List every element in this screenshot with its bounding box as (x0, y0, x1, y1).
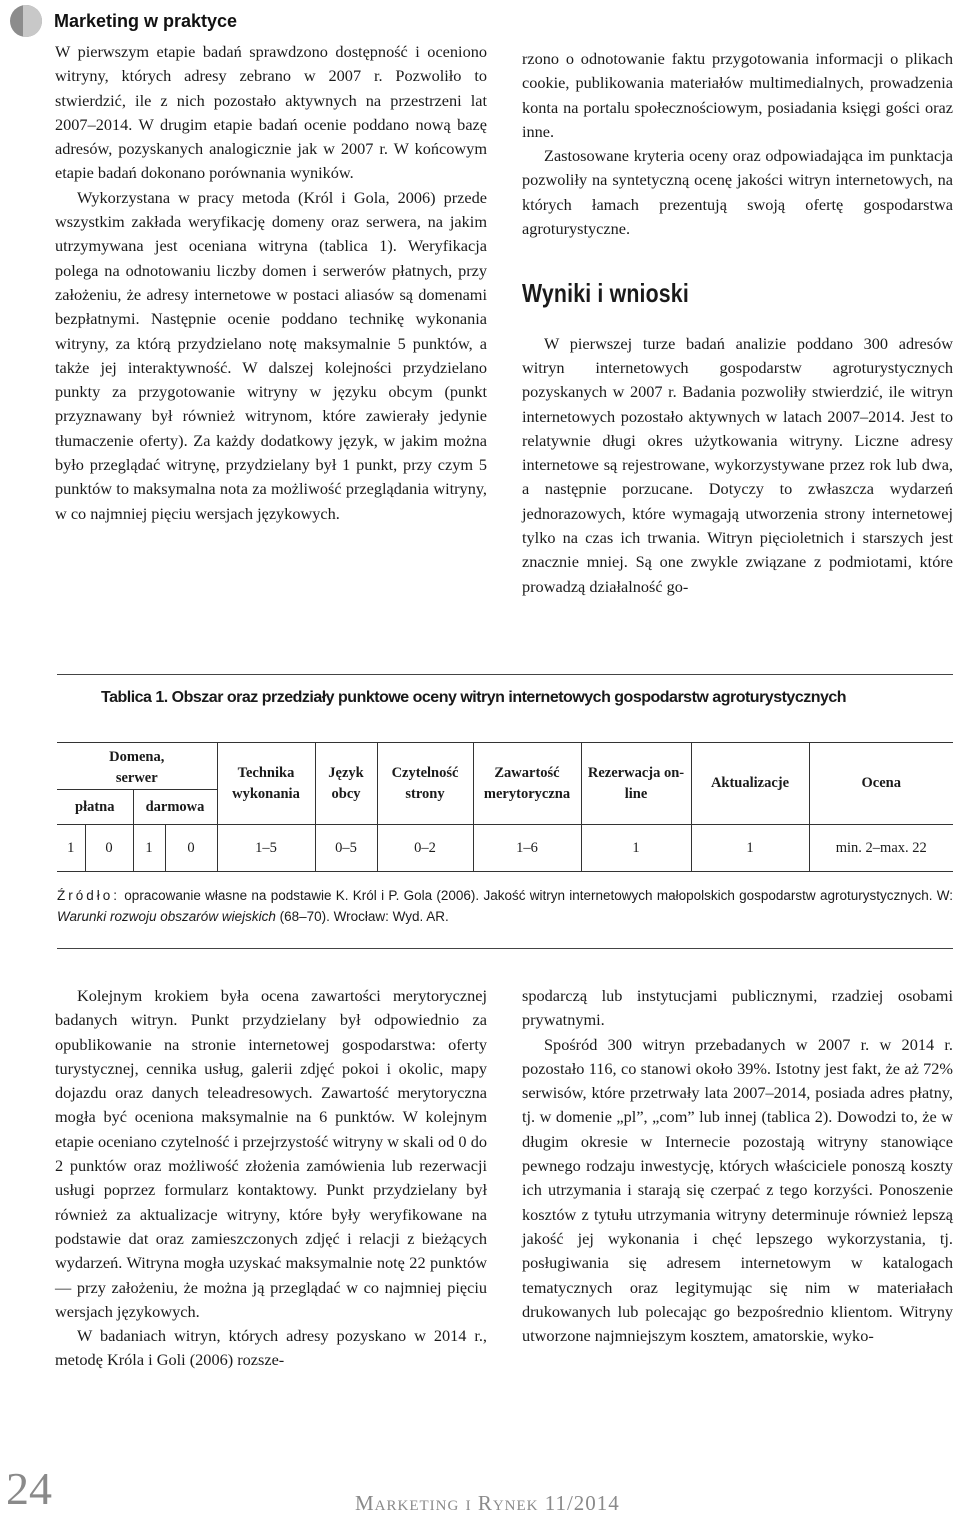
paragraph: Spośród 300 witryn przebadanych w 2007 r. w 2014 r. pozostało 116, co stanowi około 39%. Istotny jest fakt, że aż 72% serwisów, które przetrwały lata 2007–2014, posiada adres płatny, tj. w domenie „pl”, „com” lub innej (tablica 2). Dowodzi to, że w długim okresie w Internecie pozostają witryny stanowiące pewnego rodzaju inwestycję, których właściciele ponoszą koszty ich utrzymania i starają się czerpać z tego korzyści. Ponoszenie kosztów z tytułu utrzymania witryny determinuje również lepszą jakość jej wykonania i chęć lepszego wykorzystania, tj. posługiwania się adresem internetowym w katalogach tematycznych oraz legitymując się nim w materiałach drukowanych lub polecając go bezpośrednio klientom. Witryny utworzone najmniejszym kosztem, amatorskie, wyko- (522, 1034, 953, 1346)
column-1 (55, 40, 487, 526)
header-updates: Aktualizacje (691, 743, 809, 825)
table-source: Źródło: opracowanie własne na podstawie K. Król i P. Gola (2006). Jakość witryn internetowych małopolskich gospodarstw agroturystycznych. W: Warunki rozwoju obszarów wiejskich (68–70). Wrocław: Wyd. AR. (57, 888, 953, 924)
table-cell: 1 (57, 825, 85, 872)
paragraph: Zastosowane kryteria oceny oraz odpowiadająca im punktacja pozwoliły na syntetyczną ocenę jakości witryn internetowych, na których łamach prezentują swoją ofertę gospodarstwa agroturystyczne. (522, 146, 953, 239)
section-logo-icon (10, 5, 46, 37)
table-cell: 0–5 (315, 825, 377, 872)
paragraph: Wykorzystana w pracy metoda (Król i Gola, 2006) przede wszystkim zakłada weryfikację domeny oraz serwera, na jakim utrzymywana jest oceniana witryna (tablica 1). Weryfikacja polega na odnotowaniu liczby domen i serwerów płatnych, przy założeniu, że adresy internetowe w postaci aliasów są domenami bezpłatnymi. Następnie ocenie poddano technikę wykonania witryny, za którą przydzielano notę maksymalnie 5 punktów, a także jej interaktywność. W dalszej kolejności przydzielano punkty za przygotowanie witryny w języku obcym (punkt przyznawany był również witrynom, które zawierały jedynie tłumaczenie oferty). Za każdy dodatkowy język, w jakim można było przeglądać witrynę, przydzielany był 1 punkt, przy czym 5 punktów to maksymalna nota za możliwość przeglądania witryny, w co najmniej pięciu wersjach językowych. (55, 187, 487, 523)
paragraph: W badaniach witryn, których adresy pozyskano w 2014 r., metodę Króla i Goli (2006) rozsze- (55, 1326, 487, 1370)
header-readability: Czytelność strony (377, 743, 473, 825)
page-number: 24 (6, 1463, 52, 1514)
table-cell: 1–5 (217, 825, 315, 872)
section-title: Marketing w praktyce (54, 10, 238, 31)
header-paid: płatna (75, 798, 115, 815)
paragraph: Kolejnym krokiem była ocena zawartości merytorycznej badanych witryn. Punkt przydzielany był odpowiednio za opublikowanie na stronie internetowej gospodarstwa: oferty turystycznej, cennika usług, galerii zdjęć pokoi i okolic, mapy dojazdu oraz danych teleadresowych. Zawartość merytoryczna mogła być oceniona maksymalnie na 6 punktów. W kolejnym etapie oceniano czytelność i przejrzystość witryny w skali od 0 do 2 punktów oraz możliwość złożenia zamówienia lub rezerwacji usługi poprzez formularz kontaktowy. Punkt przydzielany był również za aktualizacje witryny, które były weryfikowane na podstawie dat oraz zamieszczonych zdjęć i relacji z bieżących wydarzeń. Witryna mogła uzyskać maksymalnie notę 22 punktów — przy założeniu, że można ją przeglądać w co najmniej pięciu wersjach językowych. (55, 986, 487, 1321)
page-header (10, 4, 237, 38)
data-table (57, 742, 953, 872)
paragraph: W pierwszej turze badań analizie poddano 300 adresów witryn internetowych gospodarstw agroturystycznych pozyskanych w 2007 r. Badania pozwoliły stwierdzić, ile witryn internetowych pozostało aktywnych w latach 2007–2014. Jest to relatywnie długi okres użytkowania witryny. Liczne adresy internetowe są rejestrowane, wykorzystywane przez rok lub dwa, a następnie porzucane. Dotyczy to zwłaszcza wydarzeń jednorazowych, które wymagają utworzenia strony internetowej tylko na czas ich trwania. Witryn pięcioletnich i starszych jest znacznie mniej. Są one zwykle związane z podmiotami, które prowadzą działalność go- (522, 333, 953, 596)
magazine-title: Marketing i Rynek 11/2014 (355, 1491, 620, 1515)
header-free: darmowa (133, 790, 217, 825)
table-cell: 0 (85, 825, 133, 872)
paragraph: rzono o odnotowanie faktu przygotowania informacji o plikach cookie, publikowania materiałów multimedialnych, prowadzenia konta na portalu społecznościowym, posiadania księgi gości oraz inne. (522, 49, 953, 141)
divider (57, 674, 953, 675)
table-caption: Tablica 1. Obszar oraz przedziały punktowe oceny witryn internetowych gospodarstw agroturystycznych (101, 689, 847, 706)
paragraph: W pierwszym etapie badań sprawdzono dostępność i oceniono witryny, których adresy zebrano w 2007 r. Pozwoliło to stwierdzić, ile z nich pozostało aktywnych na przestrzeni lat 2007–2014. W drugim etapie badań ocenie poddano nową bazę adresów, pozyskanych analogicznie jak w 2007 r. W końcowym etapie badań dokonano porównania wyników. (55, 42, 487, 183)
header-content: Zawartość merytoryczna (473, 743, 581, 825)
table-cell: 0 (165, 825, 217, 872)
table-cell: min. 2–max. 22 (809, 825, 953, 872)
table-cell: 1 (581, 825, 691, 872)
table-cell: 1 (133, 825, 165, 872)
divider (57, 948, 953, 949)
table-cell: 1 (691, 825, 809, 872)
header-language: Język obcy (315, 743, 377, 825)
table-cell: 0–2 (377, 825, 473, 872)
column-3 (55, 984, 487, 1373)
section-heading: Wyniki i wnioski (522, 278, 689, 309)
header-score: Ocena (809, 743, 953, 825)
header-domain-server: Domena, serwer (57, 743, 217, 790)
column-2 (522, 47, 953, 599)
table-cell: 1–6 (473, 825, 581, 872)
header-booking: Rezerwacja on-line (581, 743, 691, 825)
paragraph: spodarczą lub instytucjami publicznymi, rzadziej osobami prywatnymi. (522, 986, 953, 1030)
column-4 (522, 984, 953, 1348)
header-technique: Technika wykonania (217, 743, 315, 825)
source-label: Źródło: (57, 888, 121, 903)
